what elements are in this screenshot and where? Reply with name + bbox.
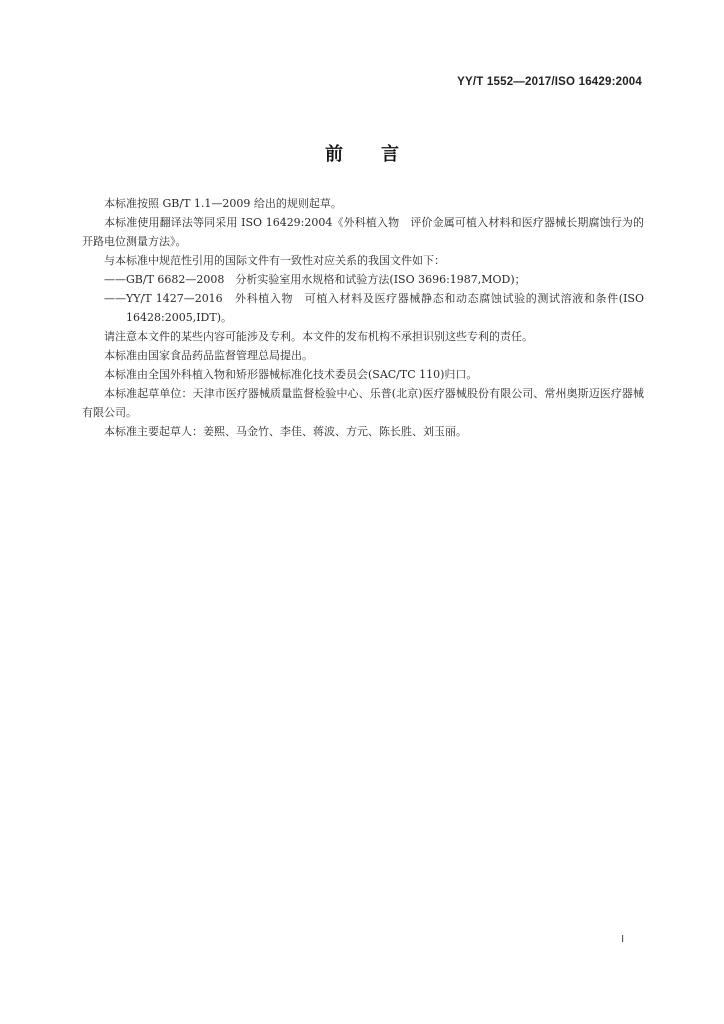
paragraph-references-intro: 与本标准中规范性引用的国际文件有一致性对应关系的我国文件如下：: [104, 254, 445, 267]
reference-item-text: YY/T 1427—2016 外科植入物 可植入材料及医疗器械静态和动态腐蚀试验的测试溶液和条件(ISO 16428:2005,IDT)。: [126, 292, 644, 324]
paragraph-proposer: 本标准由国家食品药品监督管理总局提出。: [104, 349, 313, 362]
reference-item: [82, 289, 644, 327]
paragraph-patent-notice: 请注意本文件的某些内容可能涉及专利。本文件的发布机构不承担识别这些专利的责任。: [104, 330, 533, 343]
page-number: I: [621, 934, 624, 945]
standard-code: YY/T 1552—2017/ISO 16429:2004: [457, 76, 642, 88]
paragraph-committee: 本标准由全国外科植入物和矫形器械标准化技术委员会(SAC/TC 110)归口。: [104, 368, 478, 381]
page-title: 前言: [325, 144, 437, 165]
reference-item-text: GB/T 6682—2008 分析实验室用水规格和试验方法(ISO 3696:1987,MOD)；: [126, 273, 526, 286]
paragraph-drafting-rules: 本标准按照 GB/T 1.1—2009 给出的规则起草。: [104, 197, 342, 210]
paragraph-drafters: 本标准主要起草人：姜熙、马金竹、李佳、蒋波、方元、陈长胜、刘玉丽。: [104, 425, 467, 438]
reference-item: [82, 270, 644, 289]
paragraph-adoption: 本标准使用翻译法等同采用 ISO 16429:2004《外科植入物 评价金属可植入材料和医疗器械长期腐蚀行为的开路电位测量方法》。: [82, 216, 644, 248]
dash-mark: ——: [104, 273, 126, 286]
dash-mark: ——: [104, 292, 126, 305]
foreword-body: [82, 194, 644, 441]
paragraph-drafting-units: 本标准起草单位：天津市医疗器械质量监督检验中心、乐普(北京)医疗器械股份有限公司、常州奥斯迈医疗器械有限公司。: [82, 387, 644, 419]
